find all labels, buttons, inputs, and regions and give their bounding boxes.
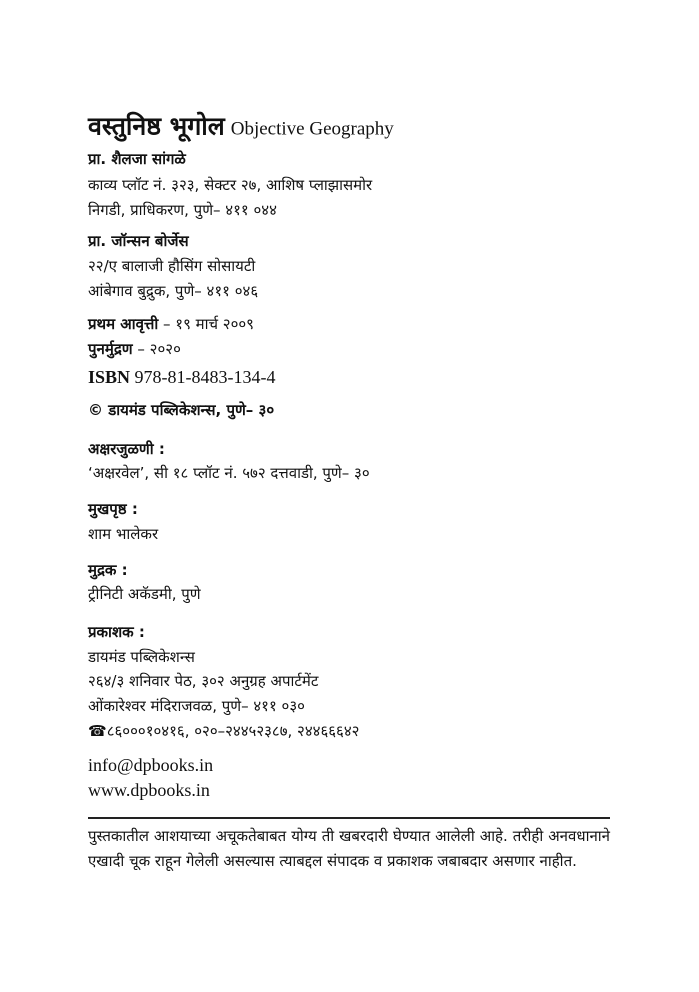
reprint-label: पुनर्मुद्रण — [88, 340, 133, 358]
first-edition — [88, 314, 254, 334]
isbn-label: ISBN — [88, 367, 131, 387]
title-marathi: वस्तुनिष्ठ भूगोल — [88, 111, 225, 141]
reprint — [88, 339, 181, 359]
cover-value: शाम भालेकर — [88, 525, 159, 543]
typesetting-value: ‘अक्षरवेल’, सी १८ प्लॉट नं. ५७२ दत्तवाडी, पुणे– ३० — [88, 464, 370, 482]
first-edition-label: प्रथम आवृत्ती — [88, 315, 159, 333]
publisher-name: डायमंड पब्लिकेशन्स — [88, 648, 195, 666]
author2-name: प्रा. जॉन्सन बोर्जेस — [88, 232, 189, 250]
publisher-address-line2: ओंकारेश्वर मंदिराजवळ, पुणे– ४११ ०३० — [88, 697, 305, 715]
printer-value: ट्रीनिटी अकॅडमी, पुणे — [88, 585, 201, 603]
publisher-phones — [88, 721, 359, 741]
typesetting-label: अक्षरजुळणी : — [88, 440, 165, 458]
publisher-label: प्रकाशक : — [88, 623, 145, 641]
phone-icon: ☎ — [88, 722, 107, 740]
cover-label: मुखपृष्ठ : — [88, 500, 138, 518]
author1-address-line1: काव्य प्लॉट नं. ३२३, सेक्टर २७, आशिष प्लाझासमोर — [88, 176, 373, 194]
reprint-value: – २०२० — [132, 340, 181, 358]
publisher-address-line1: २६४/३ शनिवार पेठ, ३०२ अनुग्रह अपार्टमेंट — [88, 672, 319, 690]
author1-name: प्रा. शैलजा सांगळे — [88, 150, 186, 168]
divider — [88, 817, 610, 819]
first-edition-value: – १९ मार्च २००९ — [158, 315, 254, 333]
printer-label: मुद्रक : — [88, 561, 128, 579]
isbn-value: 978-81-8483-134-4 — [130, 367, 276, 387]
author2-address-line1: २२/ए बालाजी हौसिंग सोसायटी — [88, 257, 256, 275]
author1-address-line2: निगडी, प्राधिकरण, पुणे– ४११ ०४४ — [88, 201, 277, 219]
title-english: Objective Geography — [230, 118, 394, 140]
publisher-website[interactable]: www.dpbooks.in — [88, 780, 210, 800]
phone-numbers: ८६०००१०४१६, ०२०–२४४५२३८७, २४४६६६४२ — [106, 722, 360, 740]
disclaimer: पुस्तकातील आशयाच्या अचूकतेबाबत योग्य ती खबरदारी घेण्यात आलेली आहे. तरीही अनवधानाने एखादी चूक राहून गेलेली असल्यास त्याबद्दल संपादक व प्रकाशक जबाबदार असणार नाहीत. — [88, 827, 610, 870]
copyright: © डायमंड पब्लिकेशन्स, पुणे– ३० — [88, 401, 275, 419]
isbn — [88, 367, 276, 387]
book-title — [88, 111, 394, 141]
author2-address-line2: आंबेगाव बुद्रुक, पुणे– ४११ ०४६ — [88, 282, 259, 300]
publisher-email[interactable]: info@dpbooks.in — [88, 755, 214, 775]
